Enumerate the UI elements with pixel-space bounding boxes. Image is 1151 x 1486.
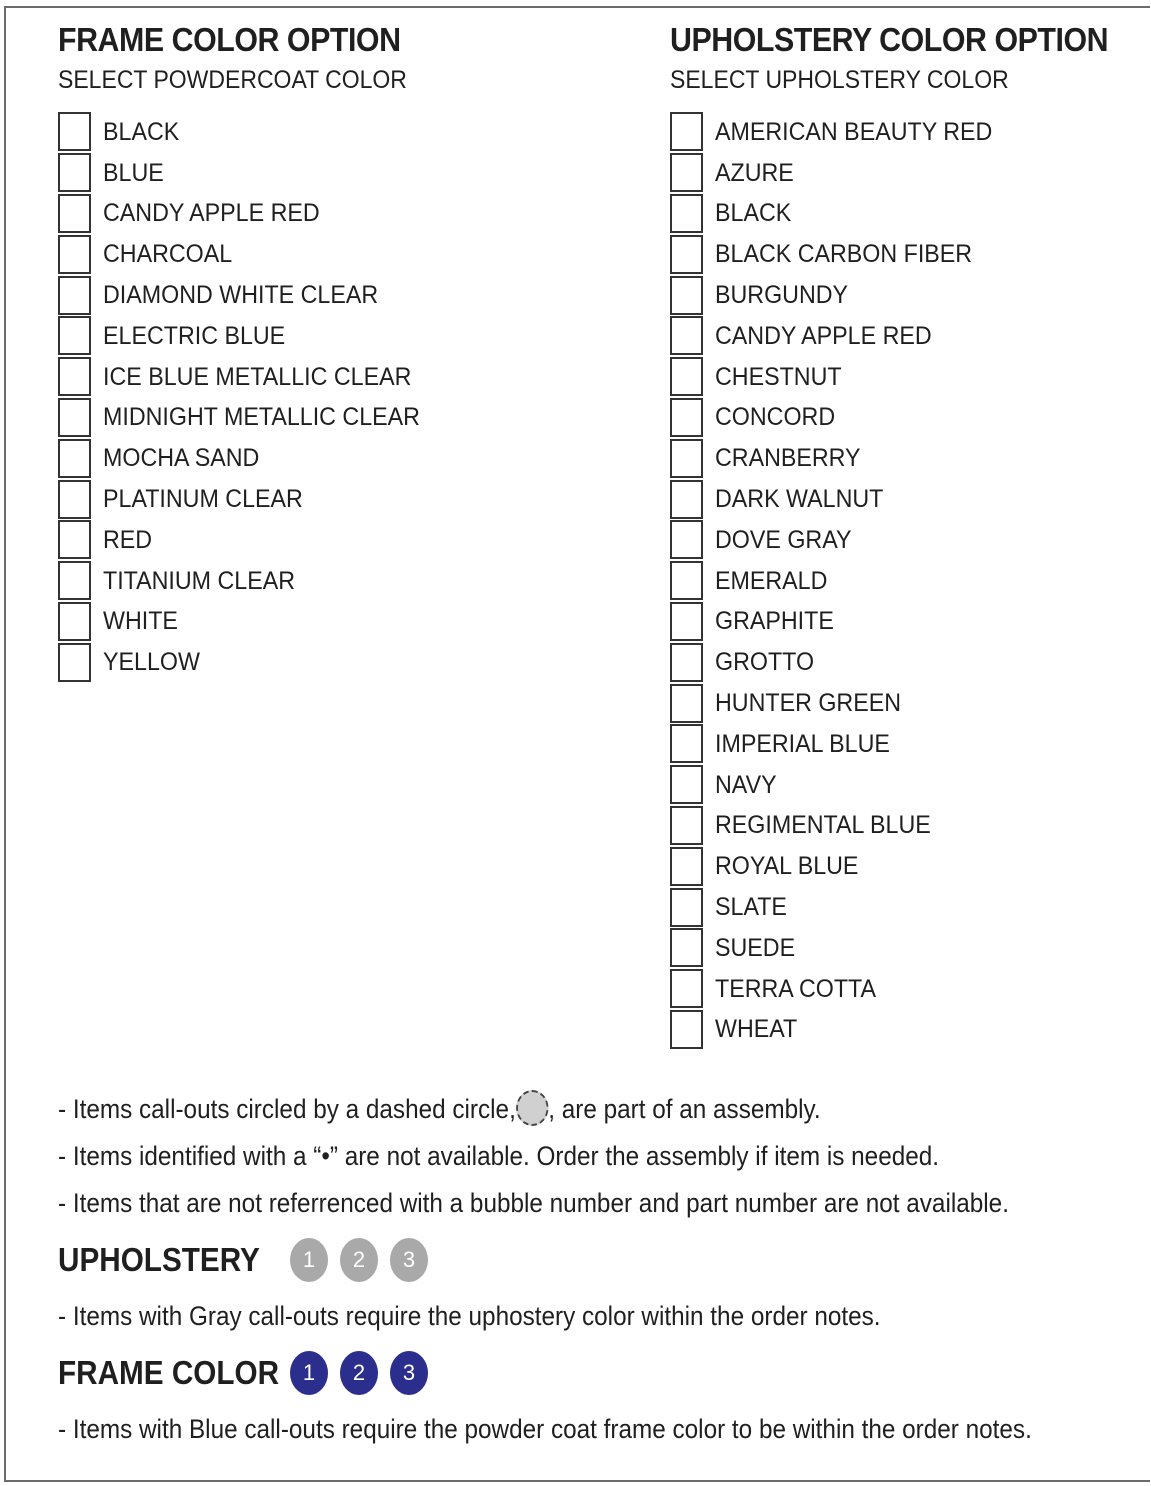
- upholstery-color-option[interactable]: [670, 561, 1146, 602]
- note-dashed-circle: [58, 1086, 1012, 1133]
- frame-color-option[interactable]: [58, 194, 444, 235]
- frame-color-option-label: CANDY APPLE RED: [103, 199, 320, 228]
- upholstery-callout-bubbles: [290, 1238, 428, 1282]
- upholstery-color-option[interactable]: [670, 112, 1146, 153]
- upholstery-color-checkbox[interactable]: [670, 765, 703, 804]
- frame-color-checkbox[interactable]: [58, 153, 91, 192]
- upholstery-color-option-label: ROYAL BLUE: [715, 852, 859, 881]
- notes-section: [58, 1086, 1118, 1453]
- upholstery-color-option[interactable]: [670, 887, 1146, 928]
- upholstery-color-option-label: TERRA COTTA: [715, 974, 877, 1003]
- upholstery-color-option-label: SUEDE: [715, 933, 796, 962]
- frame-color-option[interactable]: [58, 520, 444, 561]
- upholstery-color-checkbox[interactable]: [670, 888, 703, 927]
- frame-color-checkbox[interactable]: [58, 235, 91, 274]
- upholstery-color-option-label: WHEAT: [715, 1015, 798, 1044]
- upholstery-color-option[interactable]: [670, 520, 1146, 561]
- frame-callout-bubbles: [290, 1351, 428, 1395]
- upholstery-color-checkbox[interactable]: [670, 357, 703, 396]
- upholstery-color-option[interactable]: [670, 846, 1146, 887]
- frame-color-option-label: TITANIUM CLEAR: [103, 566, 296, 595]
- note-blue-callouts: - Items with Blue call-outs require the powder coat frame color to be within the order notes.: [58, 1414, 1032, 1444]
- upholstery-color-option-label: BLACK CARBON FIBER: [715, 240, 973, 269]
- upholstery-color-checkbox[interactable]: [670, 520, 703, 559]
- upholstery-color-option-label: CANDY APPLE RED: [715, 321, 932, 350]
- note-dashed-text: - Items call-outs circled by a dashed circle,: [58, 1094, 516, 1124]
- upholstery-color-option-label: HUNTER GREEN: [715, 689, 902, 718]
- frame-color-option-label: DIAMOND WHITE CLEAR: [103, 281, 379, 310]
- upholstery-color-option[interactable]: [670, 234, 1146, 275]
- upholstery-color-option-label: AMERICAN BEAUTY RED: [715, 117, 993, 146]
- upholstery-color-checkbox[interactable]: [670, 969, 703, 1008]
- upholstery-color-option-label: NAVY: [715, 770, 777, 799]
- frame-color-option-label: ICE BLUE METALLIC CLEAR: [103, 362, 412, 391]
- upholstery-color-option[interactable]: [670, 602, 1146, 643]
- note-dashed-text-end: , are part of an assembly.: [548, 1094, 821, 1124]
- frame-color-option-label: YELLOW: [103, 648, 200, 677]
- frame-color-option-label: BLUE: [103, 158, 164, 187]
- frame-color-option-label: MIDNIGHT METALLIC CLEAR: [103, 403, 420, 432]
- upholstery-color-option[interactable]: [670, 1010, 1146, 1051]
- upholstery-color-checkbox[interactable]: [670, 847, 703, 886]
- frame-callout-bubble: 1: [290, 1351, 328, 1395]
- upholstery-callout-bubble: 1: [290, 1238, 328, 1282]
- upholstery-color-title: UPHOLSTERY COLOR OPTION: [670, 21, 1109, 58]
- upholstery-color-checkbox[interactable]: [670, 806, 703, 845]
- upholstery-color-option-label: GROTTO: [715, 648, 815, 677]
- note-gray-callouts: - Items with Gray call-outs require the uphostery color within the order notes.: [58, 1301, 881, 1331]
- frame-color-option[interactable]: [58, 561, 444, 602]
- frame-callout-title: FRAME COLOR: [58, 1354, 280, 1391]
- frame-color-option[interactable]: [58, 398, 444, 439]
- frame-color-checkbox[interactable]: [58, 480, 91, 519]
- upholstery-color-option[interactable]: [670, 479, 1146, 520]
- frame-color-option[interactable]: [58, 642, 444, 683]
- upholstery-color-option-label: REGIMENTAL BLUE: [715, 811, 931, 840]
- frame-color-section: [58, 20, 444, 683]
- upholstery-color-section: [670, 20, 1146, 1050]
- frame-callout-bubble: 2: [340, 1351, 378, 1395]
- upholstery-color-option[interactable]: [670, 806, 1146, 847]
- frame-color-option-label: MOCHA SAND: [103, 444, 260, 473]
- upholstery-color-checkbox[interactable]: [670, 684, 703, 723]
- upholstery-color-checkbox[interactable]: [670, 153, 703, 192]
- upholstery-color-option-label: CONCORD: [715, 403, 836, 432]
- upholstery-color-checkbox[interactable]: [670, 928, 703, 967]
- frame-color-checkbox[interactable]: [58, 194, 91, 233]
- note-not-available: - Items identified with a “•” are not available. Order the assembly if item is needed.: [58, 1141, 940, 1171]
- upholstery-color-checkbox[interactable]: [670, 194, 703, 233]
- frame-color-checkbox[interactable]: [58, 561, 91, 600]
- upholstery-color-checkbox[interactable]: [670, 112, 703, 151]
- frame-color-list: [58, 112, 444, 683]
- upholstery-color-option[interactable]: [670, 316, 1146, 357]
- upholstery-color-option[interactable]: [670, 928, 1146, 969]
- frame-callout-row: [58, 1340, 1118, 1406]
- upholstery-color-option-label: BLACK: [715, 199, 792, 228]
- frame-color-checkbox[interactable]: [58, 643, 91, 682]
- frame-color-option-label: ELECTRIC BLUE: [103, 321, 286, 350]
- frame-color-option[interactable]: [58, 275, 444, 316]
- upholstery-color-option-label: AZURE: [715, 158, 794, 187]
- upholstery-color-option-label: GRAPHITE: [715, 607, 834, 636]
- upholstery-color-option-label: DOVE GRAY: [715, 525, 852, 554]
- frame-color-option[interactable]: [58, 316, 444, 357]
- frame-color-option[interactable]: [58, 153, 444, 194]
- upholstery-color-option-label: CRANBERRY: [715, 444, 861, 473]
- upholstery-color-option[interactable]: [670, 683, 1146, 724]
- upholstery-color-checkbox[interactable]: [670, 235, 703, 274]
- upholstery-color-option[interactable]: [670, 398, 1146, 439]
- upholstery-color-option-label: DARK WALNUT: [715, 485, 884, 514]
- upholstery-color-option-label: SLATE: [715, 893, 787, 922]
- upholstery-color-option-label: CHESTNUT: [715, 362, 842, 391]
- upholstery-color-option[interactable]: [670, 724, 1146, 765]
- frame-color-option[interactable]: [58, 479, 444, 520]
- upholstery-color-option-label: IMPERIAL BLUE: [715, 729, 890, 758]
- upholstery-color-checkbox[interactable]: [670, 276, 703, 315]
- upholstery-color-checkbox[interactable]: [670, 561, 703, 600]
- upholstery-color-checkbox[interactable]: [670, 643, 703, 682]
- frame-color-option[interactable]: [58, 602, 444, 643]
- dashed-circle-icon: [516, 1090, 548, 1126]
- frame-callout-bubble: 3: [390, 1351, 428, 1395]
- upholstery-color-checkbox[interactable]: [670, 1010, 703, 1049]
- frame-color-subtitle: SELECT POWDERCOAT COLOR: [58, 66, 407, 94]
- upholstery-color-option-label: BURGUNDY: [715, 281, 849, 310]
- upholstery-color-checkbox[interactable]: [670, 602, 703, 641]
- upholstery-color-option[interactable]: [670, 275, 1146, 316]
- upholstery-color-option[interactable]: [670, 969, 1146, 1010]
- frame-color-checkbox[interactable]: [58, 112, 91, 151]
- frame-color-option[interactable]: [58, 357, 444, 398]
- upholstery-color-list: [670, 112, 1146, 1050]
- upholstery-color-option[interactable]: [670, 357, 1146, 398]
- frame-color-checkbox[interactable]: [58, 398, 91, 437]
- frame-color-option-label: RED: [103, 525, 153, 554]
- upholstery-color-checkbox[interactable]: [670, 316, 703, 355]
- upholstery-color-option-label: EMERALD: [715, 566, 828, 595]
- upholstery-color-option[interactable]: [670, 765, 1146, 806]
- upholstery-color-option[interactable]: [670, 194, 1146, 235]
- frame-color-checkbox[interactable]: [58, 357, 91, 396]
- frame-color-option-label: CHARCOAL: [103, 240, 233, 269]
- frame-color-option-label: BLACK: [103, 117, 180, 146]
- frame-color-option-label: PLATINUM CLEAR: [103, 485, 303, 514]
- frame-color-option[interactable]: [58, 112, 444, 153]
- upholstery-color-option[interactable]: [670, 153, 1146, 194]
- frame-color-title: FRAME COLOR OPTION: [58, 21, 401, 58]
- upholstery-callout-bubble: 2: [340, 1238, 378, 1282]
- frame-color-option-label: WHITE: [103, 607, 178, 636]
- frame-color-checkbox[interactable]: [58, 520, 91, 559]
- frame-color-option[interactable]: [58, 438, 444, 479]
- upholstery-callout-bubble: 3: [390, 1238, 428, 1282]
- frame-color-checkbox[interactable]: [58, 439, 91, 478]
- upholstery-color-checkbox[interactable]: [670, 480, 703, 519]
- upholstery-color-option[interactable]: [670, 438, 1146, 479]
- frame-color-checkbox[interactable]: [58, 276, 91, 315]
- upholstery-callout-row: [58, 1227, 1118, 1293]
- upholstery-color-checkbox[interactable]: [670, 724, 703, 763]
- frame-color-checkbox[interactable]: [58, 602, 91, 641]
- upholstery-color-checkbox[interactable]: [670, 439, 703, 478]
- upholstery-color-subtitle: SELECT UPHOLSTERY COLOR: [670, 66, 1009, 94]
- frame-color-option[interactable]: [58, 234, 444, 275]
- upholstery-callout-title: UPHOLSTERY: [58, 1241, 260, 1278]
- frame-color-checkbox[interactable]: [58, 316, 91, 355]
- note-not-referenced: - Items that are not referrenced with a bubble number and part number are not available.: [58, 1188, 1009, 1218]
- upholstery-color-option[interactable]: [670, 642, 1146, 683]
- upholstery-color-checkbox[interactable]: [670, 398, 703, 437]
